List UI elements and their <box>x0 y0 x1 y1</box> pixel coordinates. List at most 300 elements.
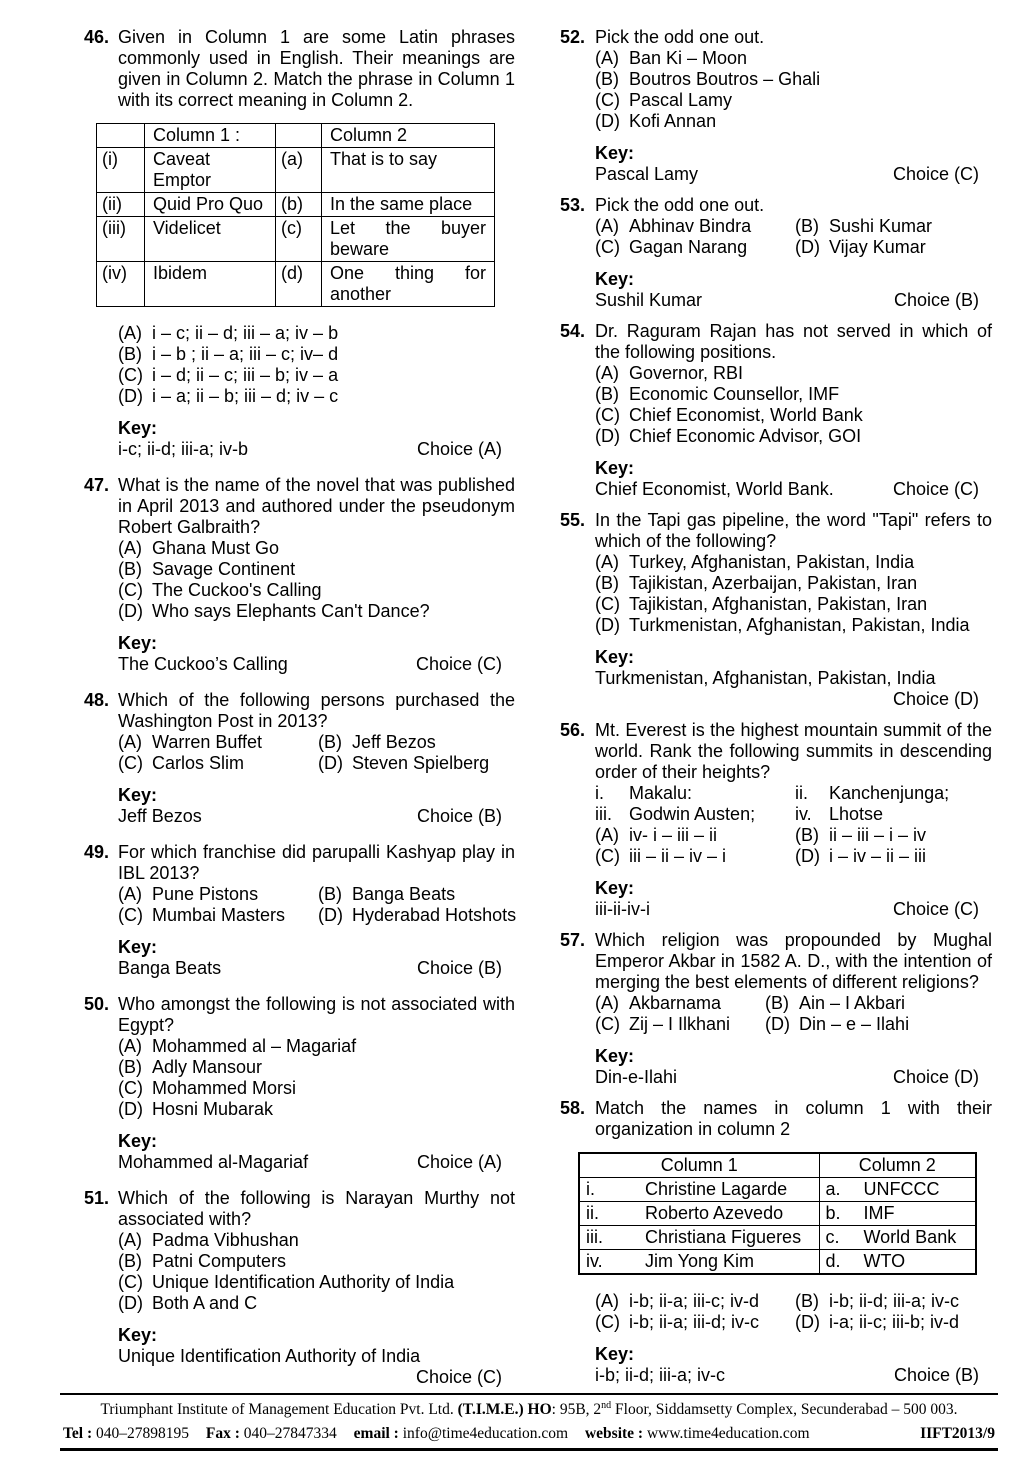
key-block <box>595 143 992 185</box>
option-label: (A) <box>118 884 142 904</box>
option-c <box>118 365 515 386</box>
question-text: Pick the odd one out. <box>595 27 765 47</box>
option-label: (D) <box>318 905 343 925</box>
table-header-row <box>97 124 495 148</box>
option-d <box>318 753 515 774</box>
option-label: (C) <box>118 905 143 925</box>
option-label: (C) <box>595 90 620 110</box>
option-label: (A) <box>118 323 142 343</box>
option-a <box>118 884 318 905</box>
option-c <box>595 846 795 867</box>
key-block <box>118 937 515 979</box>
option-label: (D) <box>765 1014 790 1034</box>
key-answer: The Cuckoo’s Calling <box>118 654 288 674</box>
option-c <box>118 1272 515 1293</box>
key-block <box>595 878 992 920</box>
option-text: Boutros Boutros – Ghali <box>629 69 821 89</box>
option-d <box>595 111 992 132</box>
option-text: Hosni Mubarak <box>152 1099 274 1119</box>
question-54 <box>560 321 992 500</box>
option-label: (B) <box>795 825 819 845</box>
question-text: Dr. Raguram Rajan has not served in which of the following positions. <box>595 321 992 362</box>
option-d <box>795 1312 992 1333</box>
key-answer: i-b; ii-d; iii-a; iv-c <box>595 1365 726 1385</box>
option-label: (B) <box>318 732 342 752</box>
option-text: Vijay Kumar <box>829 237 926 257</box>
fax-label: Fax : <box>205 1425 244 1442</box>
key-answer: Turkmenistan, Afghanistan, Pakistan, India <box>595 668 936 688</box>
option-b <box>795 216 992 237</box>
option-text: i-b; ii-a; iii-d; iv-c <box>629 1312 760 1332</box>
option-text: Pune Pistons <box>152 884 259 904</box>
option-text: Chief Economist, World Bank <box>629 405 863 425</box>
key-label: Key: <box>595 458 635 478</box>
key-answer: Pascal Lamy <box>595 164 699 184</box>
option-label: (C) <box>118 753 143 773</box>
option-text: Turkmenistan, Afghanistan, Pakistan, India <box>629 615 970 635</box>
footer-address-ordinal: nd <box>601 1399 612 1411</box>
option-label: (A) <box>118 538 142 558</box>
question-text: Which of the following is Narayan Murthy not associated with? <box>118 1188 515 1229</box>
table-header-col2: Column 2 <box>819 1153 976 1178</box>
table-row <box>97 193 495 217</box>
option-label: (C) <box>595 1312 620 1332</box>
option-label: (B) <box>118 1057 142 1077</box>
option-text: Unique Identification Authority of India <box>152 1272 455 1292</box>
option-label: (D) <box>118 1293 143 1313</box>
key-block <box>118 785 515 827</box>
option-label: (D) <box>595 426 620 446</box>
person-name: Christine Lagarde <box>645 1179 788 1199</box>
option-a <box>118 323 515 344</box>
option-label: (A) <box>118 732 142 752</box>
option-label: (B) <box>595 69 619 89</box>
options-grid <box>595 1291 992 1333</box>
phrase-meaning: Let the buyer beware <box>322 217 495 262</box>
phrase-meaning: One thing for another <box>322 262 495 307</box>
option-text: Carlos Slim <box>152 753 245 773</box>
key-answer: Mohammed al-Magariaf <box>118 1152 309 1172</box>
option-label: (C) <box>595 405 620 425</box>
question-number: 55. <box>560 510 586 530</box>
option-label: (D) <box>595 111 620 131</box>
option-label: (C) <box>595 237 620 257</box>
option-c <box>118 905 318 926</box>
option-label: (B) <box>795 216 819 236</box>
option-text: Padma Vibhushan <box>152 1230 299 1250</box>
key-block <box>595 1344 992 1386</box>
key-answer: Chief Economist, World Bank. <box>595 479 834 499</box>
option-label: (D) <box>318 753 343 773</box>
option-a <box>595 363 992 384</box>
key-label: Key: <box>595 269 635 289</box>
question-50 <box>84 994 515 1173</box>
tel-label: Tel : <box>63 1425 97 1442</box>
item-label: iii. <box>595 804 612 824</box>
table-row <box>97 262 495 307</box>
email-label: email : <box>353 1425 403 1442</box>
tel-value: 040–27898195 <box>96 1425 190 1442</box>
option-b <box>765 993 992 1014</box>
footer-org-name: Triumphant Institute of Management Education Pvt. Ltd. <box>100 1401 458 1418</box>
row-numeral: (iii) <box>97 217 145 262</box>
person-name: Jim Yong Kim <box>645 1251 755 1271</box>
option-d <box>765 1014 992 1035</box>
option-c <box>595 594 992 615</box>
key-choice: Choice (B) <box>416 958 502 978</box>
option-label: (C) <box>118 580 143 600</box>
option-a <box>595 993 765 1014</box>
options-list <box>595 552 992 636</box>
key-choice: Choice (B) <box>893 1365 979 1385</box>
footer-contact-line <box>63 1422 995 1446</box>
latin-phrase: Caveat Emptor <box>145 148 276 193</box>
item-text: Godwin Austen; <box>629 804 756 824</box>
option-text: ii – iii – i – iv <box>829 825 927 845</box>
option-text: Mumbai Masters <box>152 905 286 925</box>
organization-name: UNFCCC <box>863 1179 940 1199</box>
item-list <box>595 783 992 825</box>
option-b <box>118 1057 515 1078</box>
option-a <box>118 538 515 559</box>
table-header-empty <box>97 124 145 148</box>
option-label: (A) <box>595 552 619 572</box>
option-label: (A) <box>118 1230 142 1250</box>
option-text: Tajikistan, Azerbaijan, Pakistan, Iran <box>629 573 918 593</box>
key-answer: i-c; ii-d; iii-a; iv-b <box>118 439 249 459</box>
key-label: Key: <box>118 937 158 957</box>
key-answer: Din-e-Ilahi <box>595 1067 678 1087</box>
options-list <box>595 363 992 447</box>
table-header-empty <box>276 124 322 148</box>
option-text: Chief Economic Advisor, GOI <box>629 426 862 446</box>
option-b <box>595 384 992 405</box>
option-text: Banga Beats <box>352 884 456 904</box>
options-list <box>118 538 515 622</box>
table-row <box>579 1202 976 1226</box>
option-c <box>595 237 795 258</box>
option-text: i – c; ii – d; iii – a; iv – b <box>152 323 339 343</box>
question-46 <box>84 27 515 460</box>
question-56 <box>560 720 992 920</box>
option-c <box>595 1312 795 1333</box>
key-label: Key: <box>118 633 158 653</box>
option-a <box>595 825 795 846</box>
option-label: (A) <box>595 363 619 383</box>
option-text: Jeff Bezos <box>352 732 436 752</box>
option-text: Warren Buffet <box>152 732 263 752</box>
item-i <box>595 783 795 804</box>
options-grid <box>595 993 992 1035</box>
footer-website <box>585 1425 810 1442</box>
options-list <box>118 1036 515 1120</box>
item-iv <box>795 804 992 825</box>
option-label: (D) <box>595 615 620 635</box>
option-d <box>318 905 516 926</box>
option-d <box>118 386 515 407</box>
table-header-row <box>579 1153 976 1178</box>
option-text: iii – ii – iv – i <box>629 846 727 866</box>
key-choice: Choice (B) <box>416 806 502 826</box>
option-text: Kofi Annan <box>629 111 717 131</box>
option-label: (C) <box>118 1272 143 1292</box>
question-number: 51. <box>84 1188 110 1208</box>
option-text: iv- i – iii – ii <box>629 825 718 845</box>
row-numeral: iii. <box>586 1227 603 1247</box>
option-label: (C) <box>595 1014 620 1034</box>
column-right <box>560 27 992 1403</box>
question-text: In the Tapi gas pipeline, the word "Tapi" refers to which of the following? <box>595 510 992 551</box>
option-d <box>795 846 992 867</box>
footer-fax <box>206 1425 337 1442</box>
option-text: Adly Mansour <box>152 1057 263 1077</box>
option-c <box>118 580 515 601</box>
row-numeral: iv. <box>586 1251 603 1271</box>
option-c <box>595 1014 765 1035</box>
option-label: (D) <box>118 1099 143 1119</box>
option-text: Governor, RBI <box>629 363 744 383</box>
key-choice: Choice (C) <box>892 164 979 184</box>
question-53 <box>560 195 992 311</box>
row-numeral: (ii) <box>97 193 145 217</box>
table-header-col1: Column 1 : <box>145 124 276 148</box>
question-57 <box>560 930 992 1088</box>
key-block <box>595 1046 992 1088</box>
key-choice: Choice (C) <box>415 654 502 674</box>
option-label: (D) <box>118 601 143 621</box>
options-grid <box>595 216 992 258</box>
question-number: 47. <box>84 475 110 495</box>
option-b <box>595 573 992 594</box>
question-number: 46. <box>84 27 110 47</box>
item-text: Lhotse <box>829 804 884 824</box>
key-block <box>595 458 992 500</box>
footer <box>60 1393 998 1451</box>
option-a <box>595 48 992 69</box>
key-answer: Jeff Bezos <box>118 806 202 826</box>
option-text: The Cuckoo's Calling <box>152 580 322 600</box>
email-value: info@time4education.com <box>402 1425 569 1442</box>
option-c <box>118 1078 515 1099</box>
option-text: Savage Continent <box>152 559 296 579</box>
question-47 <box>84 475 515 675</box>
item-ii <box>795 783 992 804</box>
option-label: (C) <box>595 594 620 614</box>
option-c <box>118 753 318 774</box>
key-answer: Sushil Kumar <box>595 290 703 310</box>
table-row <box>579 1226 976 1250</box>
option-text: i – iv – ii – iii <box>829 846 927 866</box>
question-number: 58. <box>560 1098 586 1118</box>
table-row <box>97 148 495 193</box>
option-b <box>118 1251 515 1272</box>
table-row <box>579 1178 976 1202</box>
option-a <box>118 732 318 753</box>
footer-ho-label: HO <box>527 1401 552 1418</box>
table-header-col2: Column 2 <box>322 124 495 148</box>
option-text: Gagan Narang <box>629 237 748 257</box>
key-choice: Choice (C) <box>892 479 979 499</box>
phrase-meaning: That is to say <box>322 148 495 193</box>
option-a <box>118 1230 515 1251</box>
row-letter: (a) <box>276 148 322 193</box>
row-letter: d. <box>825 1251 841 1271</box>
option-text: Economic Counsellor, IMF <box>629 384 840 404</box>
row-numeral: i. <box>586 1179 595 1199</box>
option-text: i-b; ii-d; iii-a; iv-c <box>829 1291 960 1311</box>
table-row <box>579 1250 976 1275</box>
option-label: (D) <box>795 237 820 257</box>
key-choice: Choice (D) <box>892 1067 979 1087</box>
website-label: website : <box>584 1425 647 1442</box>
option-text: Ban Ki – Moon <box>629 48 748 68</box>
option-a <box>595 1291 795 1312</box>
options-grid <box>118 884 515 926</box>
key-block <box>595 269 992 311</box>
option-b <box>118 559 515 580</box>
key-label: Key: <box>595 143 635 163</box>
key-block <box>595 647 992 710</box>
row-letter: (b) <box>276 193 322 217</box>
phrase-meaning: In the same place <box>322 193 495 217</box>
key-label: Key: <box>118 1131 158 1151</box>
option-text: Abhinav Bindra <box>629 216 752 236</box>
option-text: Who says Elephants Can't Dance? <box>152 601 430 621</box>
option-text: i – a; ii – b; iii – d; iv – c <box>152 386 339 406</box>
option-label: (A) <box>595 216 619 236</box>
option-label: (A) <box>595 1291 619 1311</box>
options-grid <box>595 825 992 867</box>
option-text: Pascal Lamy <box>629 90 733 110</box>
row-letter: (d) <box>276 262 322 307</box>
key-choice: Choice (A) <box>416 439 502 459</box>
option-label: (C) <box>118 1078 143 1098</box>
key-label: Key: <box>595 878 635 898</box>
question-number: 56. <box>560 720 586 740</box>
key-choice: Choice (B) <box>893 290 979 310</box>
footer-org-line <box>63 1398 995 1422</box>
question-58 <box>560 1098 992 1386</box>
row-numeral: (i) <box>97 148 145 193</box>
footer-org-abbr: (T.I.M.E.) <box>457 1401 528 1418</box>
footer-email <box>354 1425 568 1442</box>
question-text: Match the names in column 1 with their organization in column 2 <box>595 1098 992 1139</box>
option-label: (A) <box>118 1036 142 1056</box>
row-numeral: (iv) <box>97 262 145 307</box>
option-label: (B) <box>595 573 619 593</box>
question-number: 57. <box>560 930 586 950</box>
option-d <box>118 1099 515 1120</box>
question-text: Pick the odd one out. <box>595 195 765 215</box>
key-label: Key: <box>595 647 635 667</box>
person-name: Christiana Figueres <box>645 1227 802 1247</box>
key-choice: Choice (A) <box>416 1152 502 1172</box>
option-text: Mohammed al – Magariaf <box>152 1036 357 1056</box>
key-block <box>118 1131 515 1173</box>
option-b <box>118 344 515 365</box>
key-block <box>118 418 515 460</box>
row-letter: b. <box>825 1203 841 1223</box>
option-label: (B) <box>795 1291 819 1311</box>
latin-phrase: Quid Pro Quo <box>145 193 276 217</box>
question-51 <box>84 1188 515 1388</box>
column-left <box>84 27 515 1403</box>
option-text: Hyderabad Hotshots <box>352 905 517 925</box>
question-number: 52. <box>560 27 586 47</box>
organization-name: IMF <box>863 1203 895 1223</box>
question-number: 48. <box>84 690 110 710</box>
option-label: (B) <box>765 993 789 1013</box>
footer-address-rest: Floor, Siddamsetty Complex, Secunderabad – 500 003. <box>611 1401 958 1418</box>
key-label: Key: <box>118 785 158 805</box>
option-text: Ghana Must Go <box>152 538 280 558</box>
key-choice: Choice (C) <box>415 1367 502 1387</box>
option-label: (B) <box>118 559 142 579</box>
key-answer: Unique Identification Authority of India <box>118 1346 421 1366</box>
item-label: i. <box>595 783 604 803</box>
option-label: (B) <box>118 344 142 364</box>
fax-value: 040–27847334 <box>243 1425 337 1442</box>
latin-phrase: Videlicet <box>145 217 276 262</box>
website-value: www.time4education.com <box>646 1425 810 1442</box>
option-b <box>595 69 992 90</box>
option-d <box>595 615 992 636</box>
question-number: 53. <box>560 195 586 215</box>
latin-phrase: Ibidem <box>145 262 276 307</box>
question-text: Who amongst the following is not associated with Egypt? <box>118 994 515 1035</box>
option-label: (B) <box>318 884 342 904</box>
organization-name: WTO <box>863 1251 906 1271</box>
option-label: (A) <box>595 48 619 68</box>
row-letter: a. <box>825 1179 841 1199</box>
option-label: (B) <box>595 384 619 404</box>
option-a <box>595 216 795 237</box>
match-table <box>578 1152 977 1275</box>
option-text: i-a; ii-c; iii-b; iv-d <box>829 1312 960 1332</box>
item-iii <box>595 804 795 825</box>
option-label: (D) <box>118 386 143 406</box>
key-block <box>118 1325 515 1388</box>
table-header-col1: Column 1 <box>579 1153 819 1178</box>
organization-name: World Bank <box>863 1227 957 1247</box>
option-text: Ain – I Akbari <box>799 993 906 1013</box>
option-d <box>118 1293 515 1314</box>
item-label: ii. <box>795 783 808 803</box>
options-list <box>118 323 515 407</box>
option-label: (D) <box>795 1312 820 1332</box>
question-number: 49. <box>84 842 110 862</box>
question-text: Mt. Everest is the highest mountain summit of the world. Rank the following summits in descending order of their heights? <box>595 720 992 782</box>
question-number: 50. <box>84 994 110 1014</box>
option-text: Steven Spielberg <box>352 753 490 773</box>
options-list <box>595 48 992 132</box>
key-answer: Banga Beats <box>118 958 222 978</box>
option-label: (A) <box>595 993 619 1013</box>
key-label: Key: <box>595 1344 635 1364</box>
question-48 <box>84 690 515 827</box>
option-c <box>595 90 992 111</box>
question-49 <box>84 842 515 979</box>
key-answer: iii-ii-iv-i <box>595 899 650 919</box>
content-columns <box>84 27 992 1403</box>
key-choice: Choice (C) <box>892 899 979 919</box>
option-d <box>595 426 992 447</box>
question-text: For which franchise did parupalli Kashyap play in IBL 2013? <box>118 842 515 883</box>
options-list <box>118 1230 515 1314</box>
option-label: (A) <box>595 825 619 845</box>
question-52 <box>560 27 992 185</box>
option-b <box>318 732 515 753</box>
